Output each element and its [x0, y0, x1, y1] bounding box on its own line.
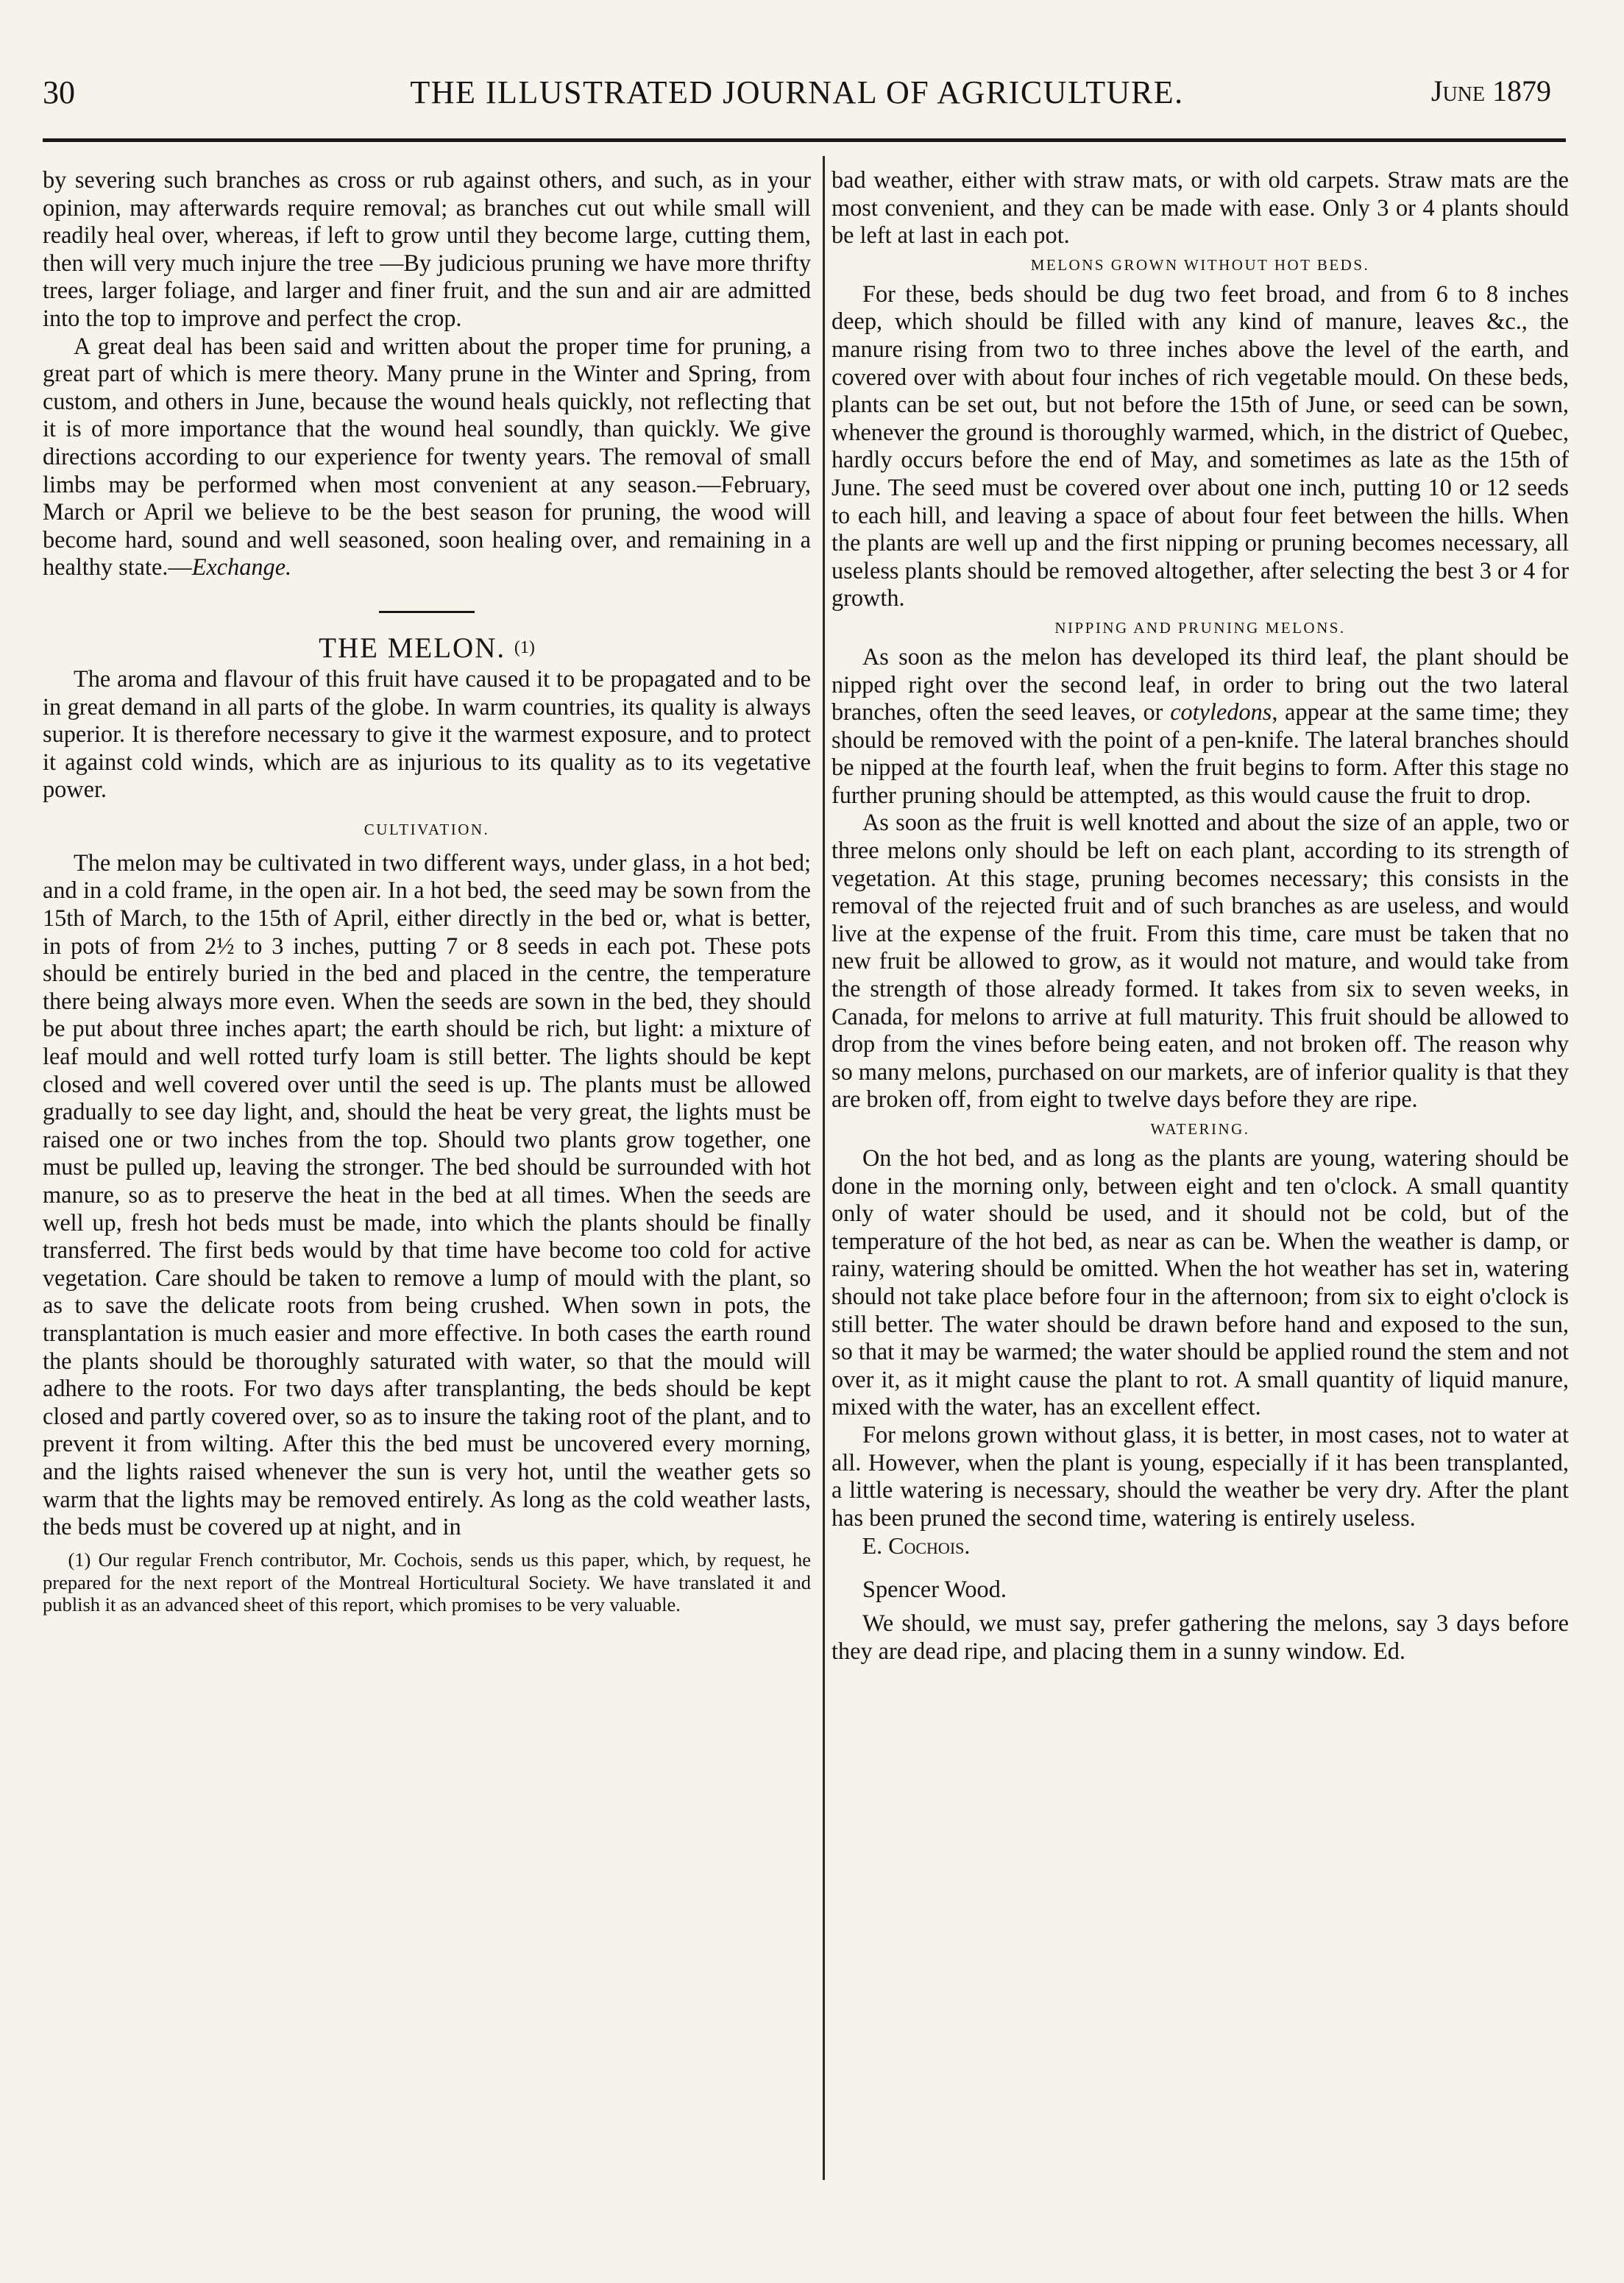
melon-footnote-mark: (1) [514, 637, 535, 657]
left-column [43, 166, 811, 1616]
cultivation-heading: CULTIVATION. [364, 820, 490, 838]
cotyledons-term: cotyledons [1170, 698, 1272, 726]
editor-note: We should, we must say, prefer gathering the melons, say 3 days before they are dead ripe, and placing them in a sunny window. Ed. [831, 1609, 1569, 1664]
melon-intro-paragraph: The aroma and flavour of this fruit have caused it to be propagated and to be in great demand in all parts of the globe. In warm countries, its quality is always superior. It is therefore necessary to give it the warmest exposure, and to protect it against cold winds, which are as injurious to its quality as to its vegetative power. [43, 665, 811, 803]
heading-without-hot-beds: MELONS GROWN WITHOUT HOT BEDS. [1030, 255, 1370, 274]
journal-title: THE ILLUSTRATED JOURNAL OF AGRICULTURE. [410, 74, 1184, 110]
column-divider [823, 156, 825, 2180]
issue-date: June 1879 [1430, 74, 1551, 107]
nipping-paragraph-1 [831, 643, 1569, 810]
header-rule [43, 138, 1566, 142]
running-header [43, 74, 1551, 122]
place-line: Spencer Wood. [862, 1576, 1007, 1603]
watering-paragraph-1: On the hot bed, and as long as the plants are young, watering should be done in the morning only, between eight and ten o'clock. A small quantity only of water should be used, and it should not be cold, but of the temperature of the hot bed, as near as can be. When the weather is damp, or rainy, watering should be omitted. When the hot weather has set in, watering should not take place before four in the afternoon; from six to eight o'clock is still better. The water should be drawn before hand and exposed to the sun, so that it may be warmed; the water should be applied round the stem and not over it, as it might cause the plant to rot. A small quantity of liquid manure, mixed with the water, has an excellent effect. [831, 1144, 1569, 1420]
heading-nipping-pruning: NIPPING AND PRUNING MELONS. [1054, 618, 1346, 637]
melon-article-title [43, 631, 811, 665]
cultivation-continued-paragraph: bad weather, either with straw mats, or with old carpets. Straw mats are the most convenient, and they can be made with ease. Only 3 or 4 plants should be left at last in each pot. [831, 166, 1569, 249]
cultivation-paragraph: The melon may be cultivated in two different ways, under glass, in a hot bed; and in a cold frame, in the open air. In a hot bed, the seed may be sown from the 15th of March, to the 15th of April, either directly in the bed or, what is better, in pots of from 2½ to 3 inches, putting 7 or 8 seeds in each pot. These pots should be entirely buried in the bed and placed in the centre, the temperature there being always more even. When the seeds are sown in the bed, they should be put about three inches apart; the earth should be rich, but light: a mixture of leaf mould and well rotted turfy loam is still better. The lights should be kept closed and well covered over until the seed is up. The plants must be allowed gradually to see day light, and, should the heat be very great, the lights must be raised one or two inches from the top. Should two plants grow together, one must be pulled up, leaving the stronger. The bed should be surrounded with hot manure, so as to preserve the heat in the bed at all times. When the seeds are well up, fresh hot beds must be made, into which the plants should be finally transferred. The first beds would by that time have become too cold for active vegetation. Care should be taken to remove a lump of mould with the plant, so as to save the delicate roots from being crushed. When sown in pots, the transplantation is much easier and more effective. In both cases the earth round the plants should be thoroughly saturated with water, so that the mould will adhere to the roots. For two days after transplanting, the beds should be kept closed and partly covered over, so as to insure the taking root of the plant, and to prevent it from wilting. After this the bed must be uncovered every morning, and the lights raised whenever the sun is very hot, until the weather gets so warm that the lights may be removed entirely. As long as the cold weather lasts, the beds must be covered up at night, and in [43, 849, 811, 1540]
melon-title-text: THE MELON. [319, 631, 506, 664]
footnote: (1) Our regular French contributor, Mr. Cochois, sends us this paper, which, by request, he prepared for the next report of the Montreal Horticultural Society. We have translated it and publish it as an advanced sheet of this report, which promises to be very valuable. [43, 1548, 811, 1616]
pruning-paragraph-1: by severing such branches as cross or rub against others, and such, as in your opinion, may afterwards require removal; as branches cut out while small will readily heal over, whereas, if left to grow until they become large, cutting them, then will very much injure the tree —By judicious pruning we have more thrifty trees, larger foliage, and larger and finer fruit, and the sun and air are admitted into the top to improve and perfect the crop. [43, 166, 811, 331]
pruning-paragraph-2-text: A great deal has been said and written about the proper time for pruning, a great part of which is mere theory. Many prune in the Winter and Spring, from custom, and others in June, because the wound heals quickly, not reflecting that it is of more importance that the wound heal soundly, than quickly. We give directions according to our experience for twenty years. The removal of small limbs may be performed when most convenient at any season.—February, March or April we believe to be the best season for pruning, the wood will become hard, sound and well seasoned, soon healing over, and remaining in a healthy state.— [43, 332, 811, 581]
author-signature: E. Cochois. [862, 1532, 971, 1560]
without-hot-beds-paragraph: For these, beds should be dug two feet broad, and from 6 to 8 inches deep, which should be filled with any kind of manure, leaves &c., the manure rising from two to three inches above the level of the earth, and covered over with about four inches of rich vegetable mould. On these beds, plants can be set out, but not before the 15th of June, or seed can be sown, whenever the ground is thoroughly warmed, which, in the district of Quebec, hardly occurs before the end of May, and sometimes as late as the 15th of June. The seed must be covered over about one inch, putting 10 or 12 seeds to each hill, and leaving a space of about four feet between the hills. When the plants are well up and the first nipping or pruning becomes necessary, all useless plants should be removed altogether, after selecting the best 3 or 4 for growth. [831, 280, 1569, 612]
nipping-paragraph-1a: As soon as the melon has developed its third leaf, the plant should be nipped right over the second leaf, in order to bring out the two lateral branches, often the seed leaves, or [831, 643, 1569, 726]
pruning-paragraph-2 [43, 333, 811, 581]
nipping-paragraph-2: As soon as the fruit is well knotted and about the size of an apple, two or three melons only should be left on each plant, according to its strength of vegetation. At this stage, pruning becomes necessary; this consists in the removal of the rejected fruit and of such branches as are useless, and would live at the expense of the fruit. From this time, care must be taken that no new fruit be allowed to grow, as it would not mature, and would take from the strength of those already formed. It takes from six to seven weeks, in Canada, for melons to arrive at full maturity. This fruit should be allowed to drop from the vines before being eaten, and not broken off. The reason why so many melons, purchased on our markets, are of inferior quality is that they are broken off, from eight to twelve days before they are ripe. [831, 809, 1569, 1113]
nipping-paragraph-1b: , appear at the same time; they should be removed with the point of a pen-knife. The lateral branches should be nipped at the fourth leaf, when the fruit begins to form. After this stage no further pruning should be attempted, as this would cause the fruit to drop. [831, 698, 1570, 808]
page-number: 30 [43, 74, 75, 110]
watering-paragraph-2: For melons grown without glass, it is better, in most cases, not to water at all. However, when the plant is young, especially if it has been transplanted, a little watering is necessary, should the weather be very dry. After the plant has been pruned the second time, watering is entirely useless. [831, 1420, 1569, 1531]
heading-watering: WATERING. [1150, 1120, 1250, 1138]
right-column [831, 166, 1569, 1665]
pruning-source: Exchange. [191, 553, 292, 581]
